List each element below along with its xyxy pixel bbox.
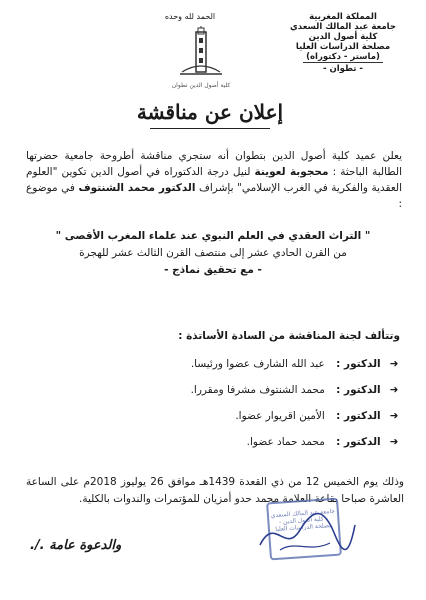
header-university: جامعة عبد المالك السعدي <box>290 22 396 32</box>
member-name: محمد الشنتوف مشرفا ومقررا. <box>190 384 325 396</box>
arrow-icon: ➜ <box>389 410 399 422</box>
thesis-title-line3: - مع تحقيق نماذج - <box>164 264 262 276</box>
member-name: عبد الله الشارف عضوا ورئيسا. <box>190 358 325 370</box>
member-name: الأمين اقريوار عضوا. <box>235 410 325 422</box>
page-title: إعلان عن مناقشة <box>136 100 284 124</box>
header-service: مصلحة الدراسات العليا <box>295 42 391 52</box>
arrow-icon: ➜ <box>389 384 399 396</box>
stamp-text: جامعة عبد المالك السعدي - كلية أصول الدين - مصلحة الدراسات العليا <box>270 507 336 533</box>
student-name: محجوبة لعوينة <box>254 166 329 178</box>
thesis-title <box>30 228 396 279</box>
member-role: الدكتور : <box>336 384 381 396</box>
closing-invitation: والدعوة عامة ./. <box>30 538 122 553</box>
header-faculty: كلية أصول الدين <box>308 32 378 42</box>
member-name: محمد حماد عضوا. <box>246 436 325 448</box>
committee-title: وتتألف لجنة المناقشة من السادة الأساتذة : <box>178 330 400 342</box>
institution-header <box>268 12 418 74</box>
member-role: الدكتور : <box>336 410 381 422</box>
logo-caption: كلية أصول الدين تطوان <box>171 82 231 89</box>
intro-text-a: يعلن عميد كلية أصول الدين بتطوان أنه ستجري مناقشة أطروحة جامعية حضرتها الطالبة الباحثة : <box>26 150 402 178</box>
committee-member <box>24 384 404 400</box>
member-role: الدكتور : <box>336 436 381 448</box>
committee-member <box>24 358 404 374</box>
signature-icon <box>250 505 360 560</box>
committee-member <box>24 410 404 426</box>
member-role: الدكتور : <box>336 358 381 370</box>
thesis-title-line1: " التراث العقدي في العلم النبوي عند علماء المغرب الأقصى " <box>55 230 371 242</box>
arrow-icon: ➜ <box>389 436 399 448</box>
header-city: - تطوان - <box>303 62 383 74</box>
header-kingdom: المملكة المغربية <box>309 12 377 22</box>
title-underline <box>150 128 270 129</box>
supervisor-name: الدكتور محمد الشنتوف <box>78 182 196 194</box>
basmala: الحمد لله وحده <box>164 12 216 21</box>
committee-member <box>24 436 404 452</box>
faculty-logo-icon <box>176 26 226 81</box>
intro-text-c: في موضوع : <box>26 182 402 210</box>
thesis-title-line2: من القرن الحادي عشر إلى منتصف القرن الثالث عشر للهجرة <box>79 247 347 259</box>
intro-paragraph <box>26 148 402 212</box>
date-paragraph: وذلك يوم الخميس 12 من ذي القعدة 1439هـ موافق 26 يوليوز 2018م على الساعة العاشرة صباحا بقاعة العلامة محمد حدو أمزيان للمؤتمرات والندوات بالكلية. <box>26 476 405 505</box>
header-levels: (ماستر - دكتوراه) <box>306 52 380 62</box>
intro-text-b: لنيل درجة الدكتوراه في أصول الدين تكوين "العلوم العقدية والفكرية في الغرب الإسلامي" بإشراف <box>26 166 402 194</box>
arrow-icon: ➜ <box>389 358 399 370</box>
